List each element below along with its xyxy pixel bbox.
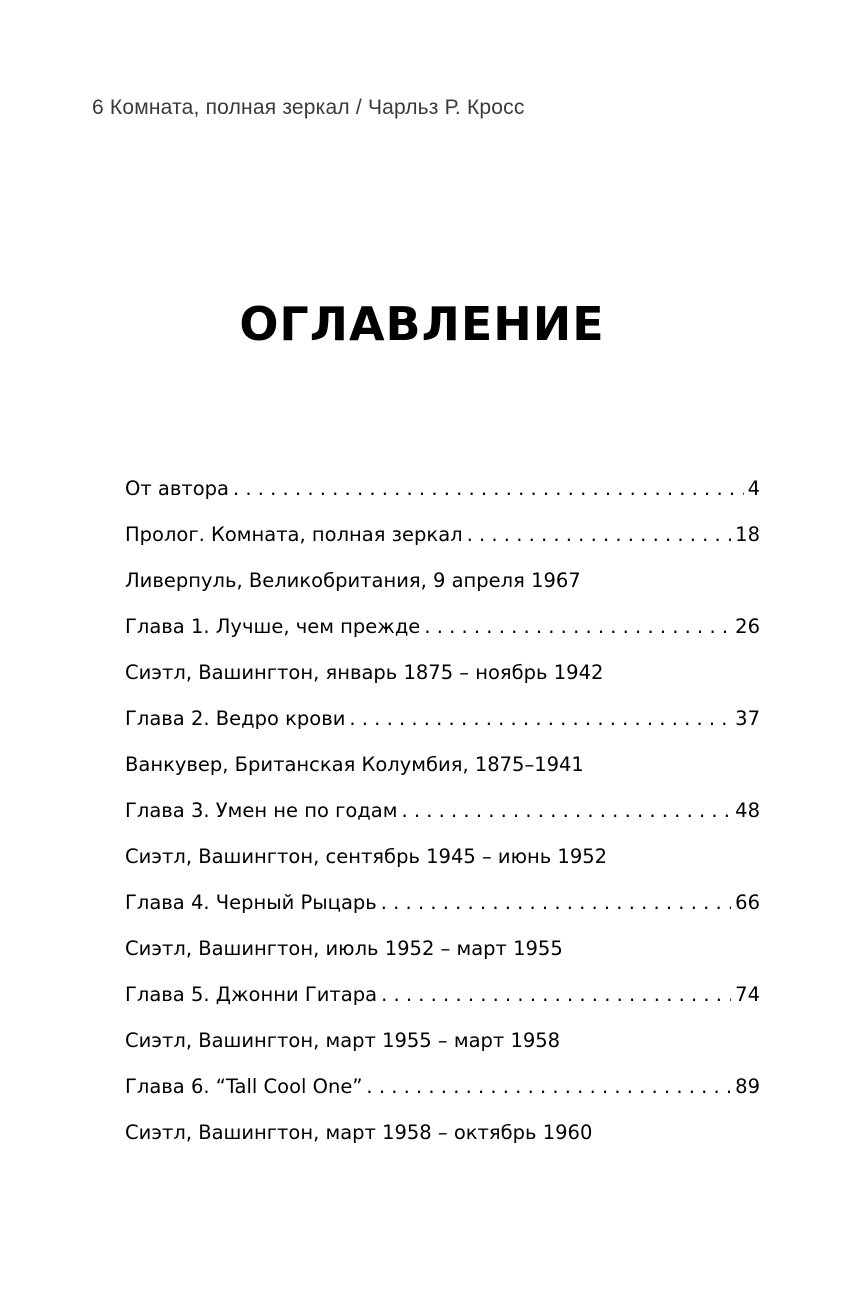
toc-page-number: 26 [735,615,760,639]
dot-leader [381,985,731,1005]
toc-page-number: 4 [747,477,760,501]
toc-subtitle [125,926,760,972]
toc-subtitle [125,834,760,880]
toc-entry[interactable] [125,880,760,926]
dot-leader [366,1077,731,1097]
toc-entry[interactable] [125,696,760,742]
page-title: ОГЛАВЛЕНИЕ [239,296,605,351]
toc-subtitle-text: Ливерпуль, Великобритания, 9 апреля 1967 [125,569,581,593]
toc-entry-title: Глава 5. Джонни Гитара [125,983,378,1007]
toc-entry[interactable] [125,604,760,650]
toc-entry-title: Пролог. Комната, полная зеркал [125,523,463,547]
toc-entry-title: От автора [125,477,229,501]
toc-page-number: 66 [735,891,760,915]
toc-entry-title: Глава 3. Умен не по годам [125,799,398,823]
toc-page-number: 18 [735,523,760,547]
toc-entry[interactable] [125,466,760,512]
dot-leader [401,801,731,821]
toc-entry-title: Глава 6. “Tall Cool One” [125,1075,363,1099]
dot-leader [233,479,744,499]
table-of-contents [125,466,760,1156]
toc-entry[interactable] [125,512,760,558]
toc-subtitle [125,1110,760,1156]
toc-entry-title: Глава 4. Черный Рыцарь [125,891,377,915]
toc-page-number: 48 [735,799,760,823]
toc-page-number: 37 [735,707,760,731]
toc-subtitle-text: Сиэтл, Вашингтон, январь 1875 – ноябрь 1942 [125,661,604,685]
toc-subtitle-text: Сиэтл, Вашингтон, март 1955 – март 1958 [125,1029,561,1053]
toc-subtitle-text: Сиэтл, Вашингтон, июль 1952 – март 1955 [125,937,563,961]
toc-page-number: 74 [735,983,760,1007]
toc-subtitle-text: Сиэтл, Вашингтон, сентябрь 1945 – июнь 1952 [125,845,608,869]
toc-entry[interactable] [125,788,760,834]
dot-leader [424,617,731,637]
toc-subtitle-text: Сиэтл, Вашингтон, март 1958 – октябрь 1960 [125,1121,593,1145]
toc-page-number: 89 [735,1075,760,1099]
dot-leader [381,893,731,913]
toc-subtitle [125,650,760,696]
toc-entry[interactable] [125,972,760,1018]
toc-entry-title: Глава 1. Лучше, чем прежде [125,615,421,639]
dot-leader [349,709,731,729]
toc-entry[interactable] [125,1064,760,1110]
toc-entry-title: Глава 2. Ведро крови [125,707,346,731]
toc-subtitle-text: Ванкувер, Британская Колумбия, 1875–1941 [125,753,584,777]
toc-subtitle [125,742,760,788]
toc-subtitle [125,1018,760,1064]
dot-leader [467,525,732,545]
toc-subtitle [125,558,760,604]
running-header: 6 Комната, полная зеркал / Чарльз Р. Кросс [92,96,525,119]
